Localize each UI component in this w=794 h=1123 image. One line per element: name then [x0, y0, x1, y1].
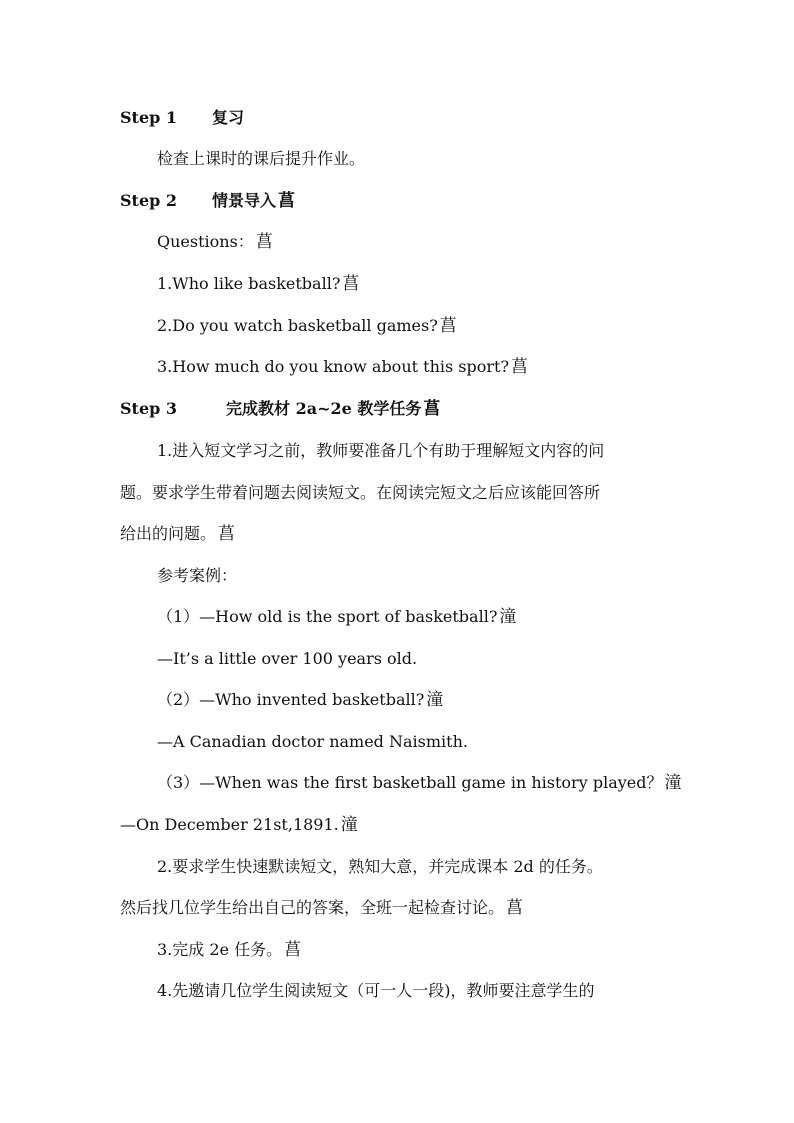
edit-mark: 菖	[439, 316, 457, 336]
reference-label: 参考案例：	[157, 566, 238, 585]
step-label: Step 2	[120, 191, 178, 210]
edit-mark: 菖	[255, 232, 273, 252]
text: 3.完成 2e 任务。	[157, 940, 283, 959]
step-title: 完成教材 2a~2e 教学任务	[226, 399, 422, 418]
edit-mark: 菖	[511, 357, 529, 377]
edit-mark: 潼	[664, 773, 682, 793]
paragraph-4: 4.先邀请几位学生阅读短文（可一人一段)，教师要注意学生的	[157, 981, 595, 1000]
text: —On December 21st,1891.	[120, 815, 339, 834]
step-label: Step 3	[120, 399, 178, 418]
questions-label	[157, 232, 273, 252]
step-label: Step 1	[120, 108, 178, 127]
step-1-heading	[120, 108, 244, 128]
paragraph-1-line-1: 1.进入短文学习之前，教师要准备几个有助于理解短文内容的问	[157, 441, 605, 460]
step-title: 复习	[212, 108, 245, 127]
step-title: 情景导入	[212, 191, 277, 210]
edit-mark: 潼	[499, 607, 517, 627]
case-1-answer: —It’s a little over 100 years old.	[157, 649, 418, 668]
case-2-answer: —A Canadian doctor named Naismith.	[157, 732, 468, 751]
text: 1.Who like basketball?	[157, 274, 341, 293]
edit-mark: 潼	[340, 815, 358, 835]
edit-mark: 菖	[284, 940, 302, 960]
text: Questions：	[157, 232, 254, 251]
case-2-question	[157, 690, 443, 710]
paragraph-3	[157, 940, 301, 960]
text: 3.How much do you know about this sport?	[157, 357, 510, 376]
step-2-heading	[120, 191, 295, 211]
edit-mark: 菖	[278, 191, 296, 211]
edit-mark: 潼	[426, 690, 444, 710]
text: 2.Do you watch basketball games?	[157, 316, 438, 335]
edit-mark: 菖	[218, 524, 236, 544]
case-3-answer	[120, 815, 358, 835]
edit-mark: 菖	[342, 274, 360, 294]
step-3-heading	[120, 399, 440, 419]
case-3-question	[157, 773, 681, 793]
paragraph-1-line-2: 题。要求学生带着问题去阅读短文。在阅读完短文之后应该能回答所	[120, 483, 601, 502]
question-1	[157, 274, 359, 294]
edit-mark: 菖	[506, 898, 524, 918]
text: 给出的问题。	[120, 524, 217, 543]
step-1-body: 检查上课时的课后提升作业。	[157, 149, 366, 168]
text: 然后找几位学生给出自己的答案，全班一起检查讨论。	[120, 898, 505, 917]
case-1-question	[157, 607, 516, 627]
paragraph-2-line-2	[120, 898, 523, 918]
text: （3）—When was the first basketball game in history played？	[157, 773, 663, 792]
text: （2）—Who invented basketball?	[157, 690, 425, 709]
question-3	[157, 357, 528, 377]
paragraph-1-line-3	[120, 524, 235, 544]
paragraph-2-line-1: 2.要求学生快速默读短文，熟知大意，并完成课本 2d 的任务。	[157, 857, 603, 876]
question-2	[157, 316, 457, 336]
edit-mark: 菖	[423, 399, 441, 419]
text: （1）—How old is the sport of basketball?	[157, 607, 498, 626]
